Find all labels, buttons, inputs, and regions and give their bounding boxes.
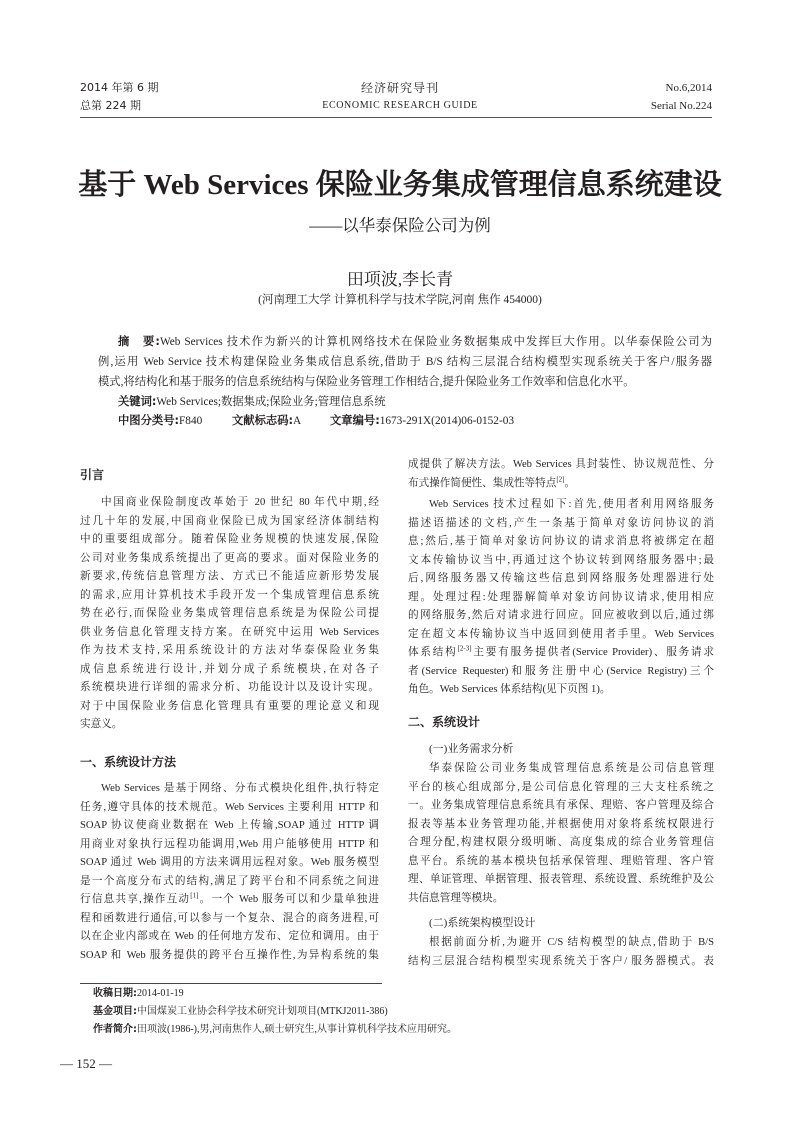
text-line: 作为技术支持,采用系统设计的方法对华泰保险业务集 [80, 645, 379, 656]
footnote-author-value: 田项波(1986-),男,河南焦作人,硕士研究生,从事计算机科学技术应用研究。 [137, 1024, 457, 1035]
footnote-fund-value: 中国煤炭工业协会科学技术研究计划项目(MTKJ2011-386) [137, 1006, 388, 1017]
text-line: 息平台。系统的基本模块包括承保管理、理赔管理、客户管 [408, 855, 714, 867]
article-number [330, 412, 514, 430]
text-line: 理。处理过程:处理器解简单对象访问协议请求,使用相应 [408, 591, 714, 603]
journal-name-en: ECONOMIC RESEARCH GUIDE [322, 100, 478, 111]
issue-number-en: No.6,2014 [665, 82, 712, 94]
footnote-author [93, 1021, 457, 1039]
text-line: 平台的核心组成部分,是公司信息化管理的三大支柱系统之 [408, 781, 714, 793]
text-line: 者(Service Requester)和服务注册中心(Service Registry)三个 [408, 665, 714, 677]
footnote-author-label: 作者简介: [93, 1024, 137, 1035]
citation-superscript: [1] [190, 891, 199, 900]
subsection2-paragraph [408, 934, 714, 971]
document-code-label: 文献标志码: [232, 414, 294, 427]
issue-label: 2014 年第 6 期 [80, 81, 159, 94]
text-line: 中国商业保险制度改革始于 20 世纪 80 年代中期,经 [101, 497, 379, 508]
section1-paragraph2 [408, 496, 714, 700]
clc-value: F840 [179, 415, 203, 427]
text-line: 系统模块进行详细的需求分析、功能设计以及设计实现。 [80, 682, 379, 693]
text-line: 的网络服务,然后对请求进行回应。回应被收到以后,通过绑 [408, 610, 714, 621]
text-line: 共信息管理等模块。 [408, 892, 504, 904]
text-line: 过几十年的发展,中国商业保险已成为国家经济体制结构 [80, 515, 379, 527]
section-heading-intro: 引言 [80, 468, 105, 482]
subsection1-paragraph [408, 760, 714, 908]
article-subtitle: ——以华泰保险公司为例 [309, 216, 491, 235]
text-line: 新要求,传统信息管理方法、方式已不能适应新形势发展 [80, 571, 379, 582]
text-line: 例,运用 Web Service 技术构建保险业务集成信息系统,借助于 B/S 结构三层混合结构模型实现系统关于客户/服务器 [98, 356, 712, 368]
text-line: 息;然后,基于简单对象访问协议的请求消息将被绑定在超 [408, 536, 714, 547]
text-line: 任务,遵守具体的技术规范。Web Services 主要利用 HTTP 和 [80, 801, 379, 813]
text-line: 后,网络服务器又传输这些信息到网络服务处理器进行处 [408, 573, 714, 584]
section1-paragraph1-part2 [408, 456, 714, 493]
abstract-label: 摘 要: [118, 335, 160, 348]
text-line: 文本传输协议当中,再通过这个协议转到网络服务器中;最 [408, 554, 714, 566]
text-line: SOAP 协议使商业数据在 Web 上传输,SOAP 通过 HTTP 调 [80, 820, 379, 831]
clc-number [118, 412, 202, 430]
abstract-first-line [98, 332, 712, 352]
section-heading-1: 一、系统设计方法 [80, 755, 177, 769]
article-number-value: 1673-291X(2014)06-0152-03 [379, 415, 515, 427]
text-line: 根据前面分析,为避开 C/S 结构模型的缺点,借助于 B/S [429, 937, 714, 948]
text-line: 结构三层混合结构模型实现系统关于客户/ 服务器模式。表 [408, 955, 714, 967]
footnote-fund-label: 基金项目: [93, 1006, 137, 1017]
footnote-rule [80, 983, 382, 984]
keywords-label: 关键词: [118, 395, 157, 408]
text-line: 角色。Web Services 体系结构(见下页图 1)。 [408, 684, 611, 695]
clc-label: 中图分类号: [118, 414, 180, 427]
keywords-line [118, 392, 386, 412]
header-rule [80, 117, 712, 118]
running-header-right [651, 79, 712, 115]
text-line: 华泰保险公司业务集成管理信息系统是公司信息管理 [429, 763, 714, 774]
document-code-value: A [293, 415, 302, 427]
abstract-block [98, 332, 712, 392]
document-code [232, 412, 301, 430]
journal-name-cn: 经济研究导刊 [360, 81, 439, 95]
text-line: SOAP 通过 Web 调用的方法来调用远程对象。Web 服务模型 [80, 857, 379, 868]
subsection-heading-2: (二)系统架构模型设计 [429, 917, 536, 929]
article-title: 基于 Web Services 保险业务集成管理信息系统建设 [78, 169, 722, 201]
page-number: — 152 — [60, 1056, 112, 1071]
classification-line [118, 412, 712, 430]
text-line: Web Services 技术过程如下:首先,使用者利用网络服务 [429, 499, 714, 510]
text-line: 行信息共享,操作互动[1]。一个 Web 服务可以和少量单独进 [80, 891, 379, 905]
running-header-center [250, 79, 550, 115]
text-line: 以在企业内部或在 Web 的任何地方发布、定位和调用。由于 [80, 931, 379, 942]
text-line: 描述语描述的文档,产生一条基于简单对象访问协议的消 [408, 517, 714, 529]
text-line: 势在必行,而保险业务集成管理信息系统是为保险公司提 [80, 608, 379, 619]
text-line: 布式操作简便性、集成性等特点[2]。 [408, 474, 576, 489]
running-header-left [80, 79, 158, 115]
text-line: 是一个高度分布式的结构,满足了跨平台和不同系统之间进 [80, 875, 379, 887]
text-line: 一。业务集成管理信息系统具有承保、理赔、客户管理及综合 [408, 800, 714, 811]
footnote-received-label: 收稿日期: [93, 988, 137, 999]
footnote-fund [93, 1003, 457, 1021]
text-line: 供业务信息化管理支持方案。在研究中运用 Web Services [80, 626, 379, 638]
subsection-heading-1: (一)业务需求分析 [429, 743, 514, 755]
intro-paragraph [80, 494, 379, 735]
article-number-label: 文章编号: [330, 414, 380, 427]
text-line: 对于中国保险业务信息化管理具有重要的理论意义和现 [80, 700, 379, 712]
footnote-received-value: 2014-01-19 [137, 988, 184, 999]
citation-superscript: [2-3] [457, 644, 472, 653]
text-line: 定在超文本传输协议当中返回到使用者手里。Web Services [408, 628, 714, 640]
text-line: Web Services 是基于网络、分布式模块化组件,执行特定 [101, 783, 379, 794]
text-line: 合理分配,构建权限分级明晰、高度集成的综合业务管理信 [408, 837, 714, 848]
text-line: 实意义。 [80, 719, 123, 730]
text-line: 用商业对象执行远程功能调用,Web 用户能够使用 HTTP 和 [80, 838, 379, 850]
text-line: 程和函数进行通信,可以参与一个复杂、混合的商务进程,可 [80, 912, 379, 924]
abstract-continuation [98, 352, 712, 392]
text-line: 体系结构[2-3]主要有服务提供者(Service Provider)、服务请求 [408, 644, 714, 658]
author-list: 田项波,李长青 [346, 270, 454, 289]
text-line: 模式,将结构化和基于服务的信息系统结构与保险业务管理工作相结合,提升保险业务工作效率和信息化水平。 [98, 376, 635, 388]
text-line: 的需求,应用计算机技术手段开发一个集成管理信息系统 [80, 589, 379, 601]
footnotes [93, 985, 457, 1039]
section-heading-2: 二、系统设计 [408, 715, 481, 729]
citation-superscript: [2] [556, 474, 565, 483]
text-line: 理、单证管理、单据管理、报表管理、系统设置、系统维护及公 [408, 874, 714, 885]
text-line: 报表等基本业务管理功能,并根据使用对象将系统权限进行 [408, 818, 714, 830]
section1-paragraph1-part1 [80, 780, 379, 965]
text-line: 公司对业务集成系统提出了更高的要求。面对保险业务的 [80, 552, 379, 564]
text-line: SOAP 和 Web 服务提供的跨平台互操作性,为异构系统的集 [80, 949, 379, 961]
serial-label: 总第 224 期 [80, 99, 141, 112]
serial-number-en: Serial No.224 [650, 100, 712, 112]
author-affiliation: (河南理工大学 计算机科学与技术学院,河南 焦作 454000) [258, 294, 542, 306]
footnote-received [93, 985, 457, 1003]
text-line: 中的重要组成部分。随着保险业务规模的快速发展,保险 [80, 534, 379, 545]
abstract-text: Web Services 技术作为新兴的计算机网络技术在保险业务数据集成中发挥巨大作用。以华泰保险公司为 [159, 336, 712, 348]
text-line: 成提供了解决方法。Web Services 具封装性、协议规范性、分 [408, 459, 714, 470]
keywords-text: Web Services;数据集成;保险业务;管理信息系统 [156, 396, 386, 408]
text-line: 成信息系统进行设计,并划分成子系统模块,在对各子 [80, 663, 379, 675]
